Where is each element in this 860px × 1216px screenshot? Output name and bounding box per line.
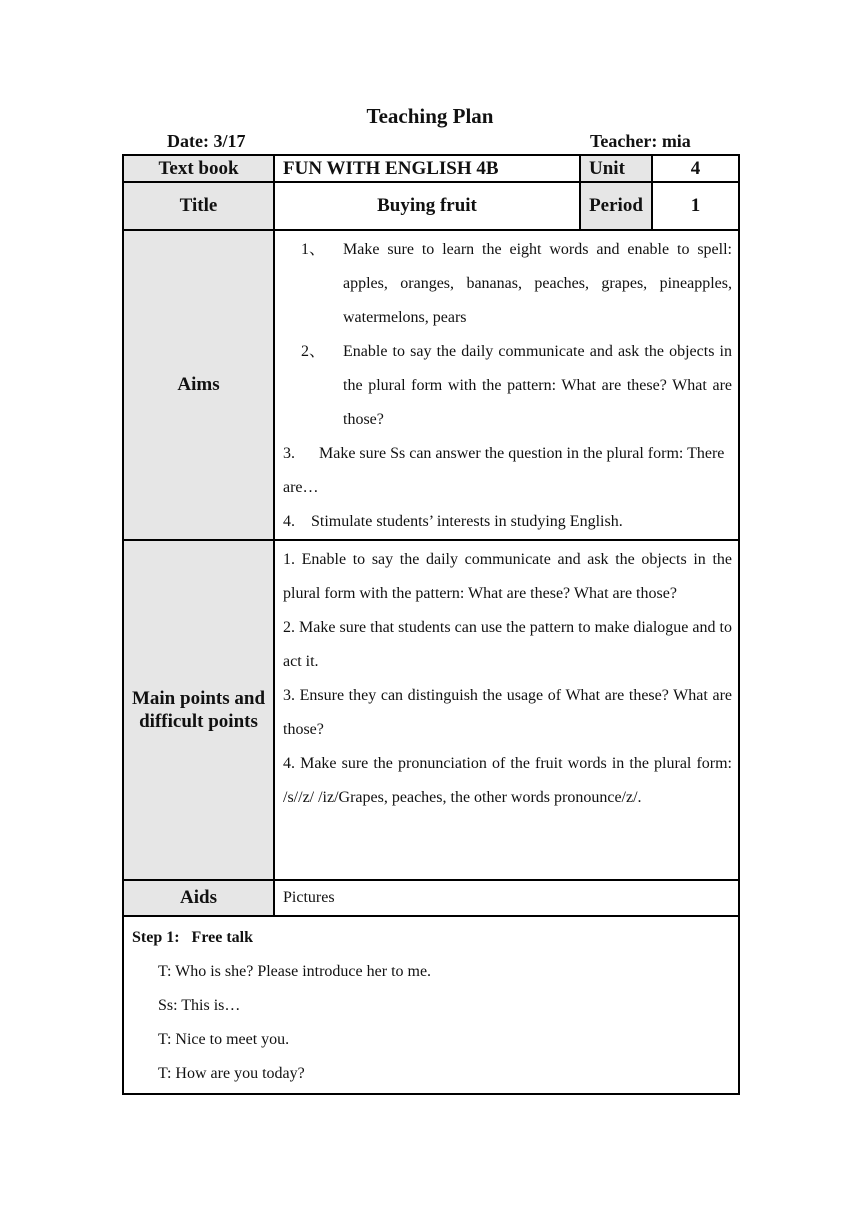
aims-item-text: Enable to say the daily communicate and ask the objects in the plural form with the pattern: What are these? What are those? <box>343 343 732 428</box>
title-label: Title <box>123 182 274 230</box>
aims-item-number: 1、 <box>301 241 326 258</box>
aims-row <box>123 230 739 540</box>
teacher-label: Teacher: mia <box>590 131 691 151</box>
title-row <box>123 182 739 230</box>
aims-item <box>283 335 732 437</box>
teaching-plan-table <box>122 154 740 1095</box>
textbook-value: FUN WITH ENGLISH 4B <box>274 155 580 182</box>
period-value: 1 <box>652 182 739 230</box>
aims-label: Aims <box>123 230 274 540</box>
aids-label: Aids <box>123 880 274 916</box>
points-content <box>274 540 739 880</box>
step-title: Step 1: Free talk <box>132 929 254 946</box>
aims-item-text: 3. Make sure Ss can answer the question in the plural form: There are… <box>283 445 729 496</box>
aims-item <box>283 233 732 335</box>
period-label: Period <box>580 182 652 230</box>
unit-label: Unit <box>580 155 652 182</box>
point-item: 3. Ensure they can distinguish the usage of What are these? What are those? <box>283 687 732 738</box>
textbook-label: Text book <box>123 155 274 182</box>
aims-content <box>274 230 739 540</box>
aids-value: Pictures <box>274 880 739 916</box>
point-item: 1. Enable to say the daily communicate and ask the objects in the plural form with the pattern: What are these? What are those? <box>283 551 732 602</box>
aims-item-text: 4. Stimulate students’ interests in studying English. <box>283 513 623 530</box>
page-title: Teaching Plan <box>366 104 494 128</box>
points-label: Main points and difficult points <box>123 540 274 880</box>
aims-item-text: Make sure to learn the eight words and enable to spell: apples, oranges, bananas, peaches, grapes, pineapples, watermelons, pears <box>343 241 732 326</box>
dialogue-line: Ss: This is… <box>158 997 241 1014</box>
point-item: 4. Make sure the pronunciation of the fruit words in the plural form: /s//z/ /iz/Grapes, peaches, the other words pronounce/z/. <box>283 755 732 806</box>
steps-content <box>123 916 739 1094</box>
date-label: Date: 3/17 <box>167 131 246 151</box>
dialogue-line: T: Who is she? Please introduce her to me. <box>158 963 432 980</box>
dialogue-line: T: Nice to meet you. <box>158 1031 290 1048</box>
steps-row <box>123 916 739 1094</box>
aids-row <box>123 880 739 916</box>
dialogue-line: T: How are you today? <box>158 1065 305 1082</box>
points-row <box>123 540 739 880</box>
point-item: 2. Make sure that students can use the pattern to make dialogue and to act it. <box>283 619 732 670</box>
aims-item-number: 2、 <box>301 343 326 360</box>
title-value: Buying fruit <box>274 182 580 230</box>
textbook-row <box>123 155 739 182</box>
unit-value: 4 <box>652 155 739 182</box>
